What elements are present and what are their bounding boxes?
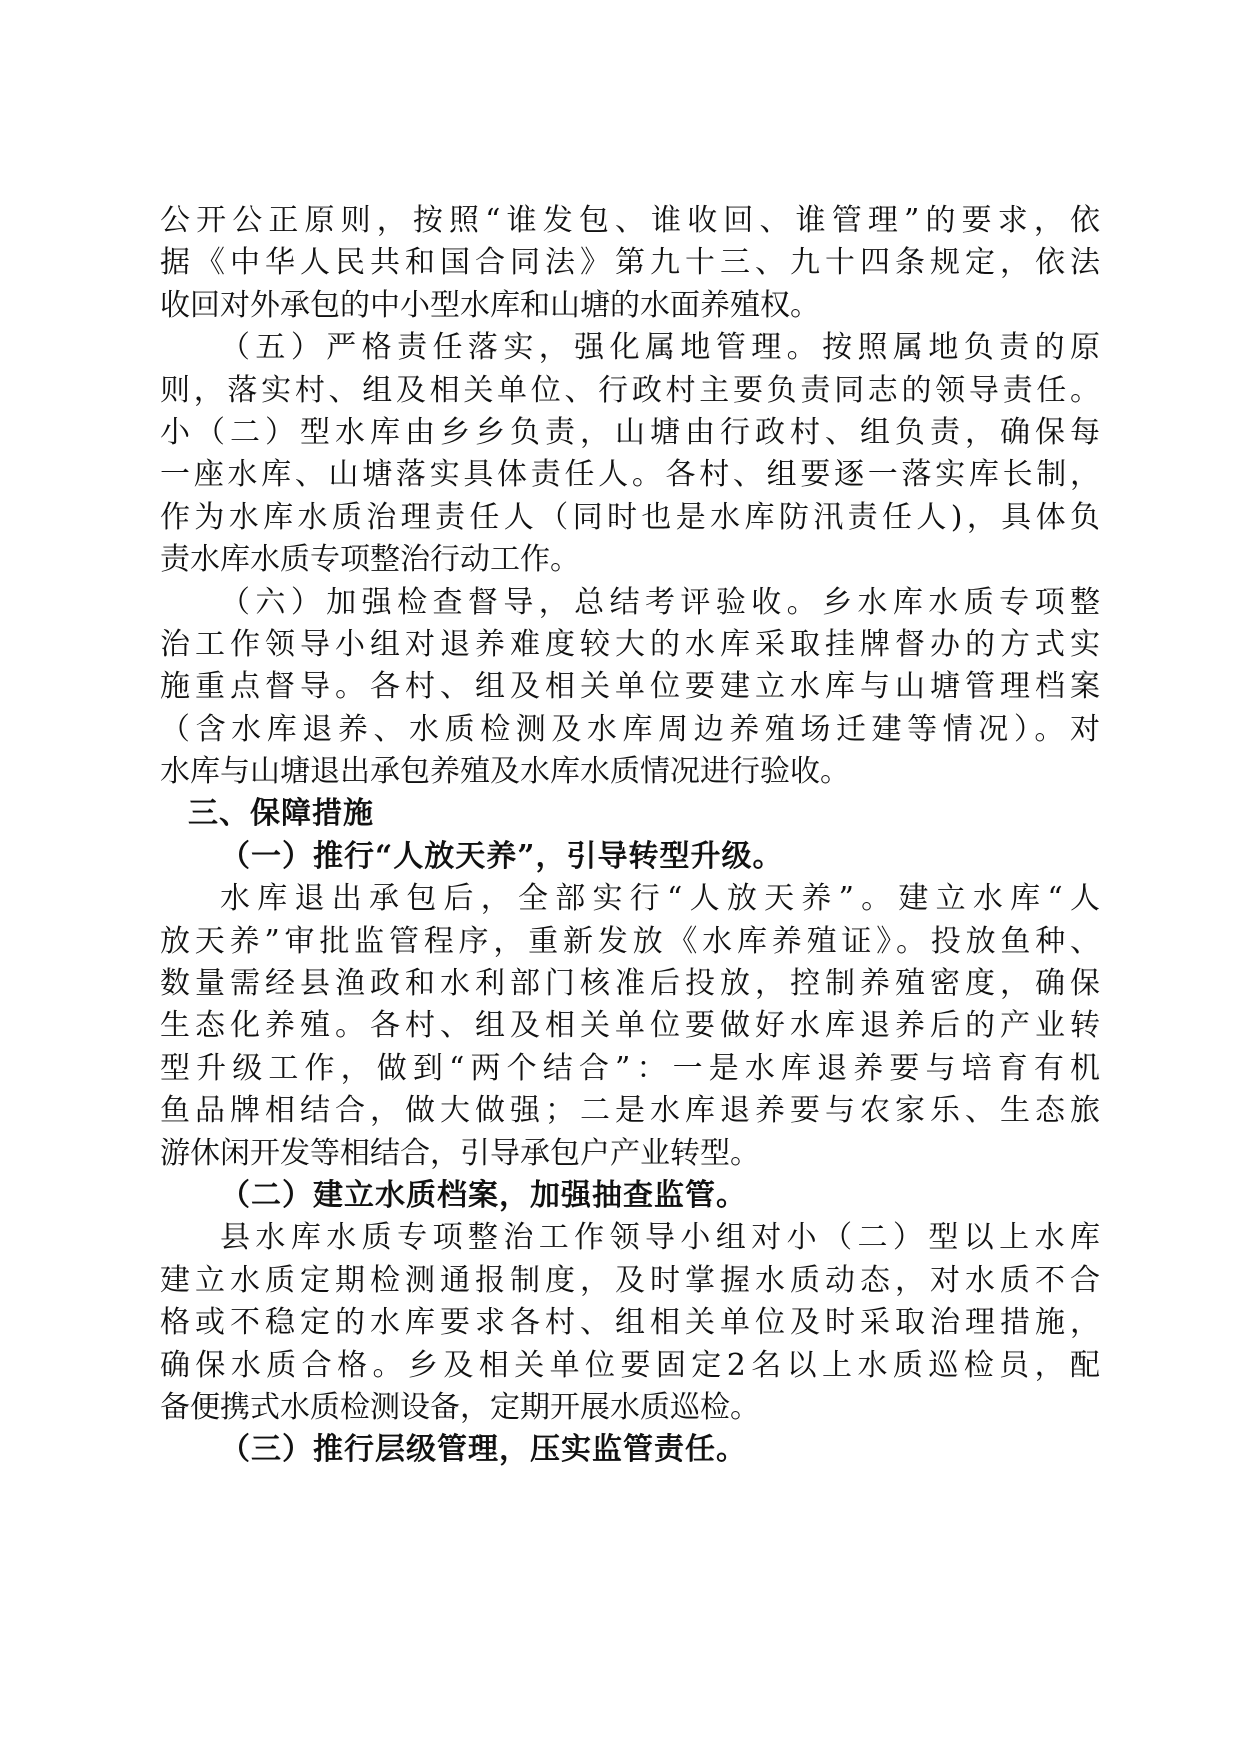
paragraph-line: 格或不稳定的水库要求各村、组相关单位及时采取治理措施， (160, 1305, 1100, 1341)
paragraph-line: 据《中华人民共和国合同法》第九十三、九十四条规定，依法 (160, 245, 1100, 281)
paragraph-line: 型升级工作，做到“两个结合”：一是水库退养要与培育有机 (160, 1050, 1100, 1086)
paragraph-line: 一座水库、山塘落实具体责任人。各村、组要逐一落实库长制， (160, 457, 1100, 493)
paragraph-last-line: 备便携式水质检测设备，定期开展水质巡检。 (160, 1389, 760, 1425)
paragraph-last-line: 水库与山塘退出承包养殖及水库水质情况进行验收。 (160, 754, 850, 790)
paragraph-first-line: （五）严格责任落实，强化属地管理。按照属地负责的原 (220, 330, 1100, 366)
paragraph-line: 小（二）型水库由乡乡负责，山塘由行政村、组负责，确保每 (160, 414, 1100, 450)
paragraph-last-line: 游休闲开发等相结合，引导承包户产业转型。 (160, 1135, 760, 1171)
paragraph-first-line: 县水库水质专项整治工作领导小组对小（二）型以上水库 (220, 1220, 1100, 1256)
paragraph-first-line: 水库退出承包后，全部实行“人放天养”。建立水库“人 (220, 881, 1100, 917)
paragraph-last-line: 收回对外承包的中小型水库和山塘的水面养殖权。 (160, 287, 820, 323)
paragraph-line: 建立水质定期检测通报制度，及时掌握水质动态，对水质不合 (160, 1262, 1100, 1298)
paragraph-line: 确保水质合格。乡及相关单位要固定2名以上水质巡检员，配 (160, 1347, 1100, 1383)
subsection-heading: （一）推行“人放天养”，引导转型升级。 (220, 838, 784, 874)
paragraph-line: 则，落实村、组及相关单位、行政村主要负责同志的领导责任。 (160, 372, 1100, 408)
paragraph-line: 放天养”审批监管程序，重新发放《水库养殖证》。投放鱼种、 (160, 923, 1100, 959)
paragraph-line: 数量需经县渔政和水利部门核准后投放，控制养殖密度，确保 (160, 966, 1100, 1002)
paragraph-line: 公开公正原则，按照“谁发包、谁收回、谁管理”的要求，依 (160, 203, 1100, 238)
section-heading: 三、保障措施 (188, 796, 374, 832)
paragraph-line: （含水库退养、水质检测及水库周边养殖场迁建等情况）。对 (160, 711, 1100, 747)
paragraph-line: 施重点督导。各村、组及相关单位要建立水库与山塘管理档案 (160, 669, 1100, 705)
document-body (160, 200, 1100, 1472)
paragraph-line: 生态化养殖。各村、组及相关单位要做好水库退养后的产业转 (160, 1008, 1100, 1044)
paragraph-line: 作为水库水质治理责任人（同时也是水库防汛责任人)，具体负 (160, 499, 1100, 535)
paragraph-first-line: （六）加强检查督导，总结考评验收。乡水库水质专项整 (220, 584, 1100, 620)
paragraph-last-line: 责水库水质专项整治行动工作。 (160, 542, 580, 578)
paragraph-line: 鱼品牌相结合，做大做强；二是水库退养要与农家乐、生态旅 (160, 1093, 1100, 1129)
subsection-heading: （二）建立水质档案，加强抽查监管。 (220, 1177, 747, 1213)
paragraph-line: 治工作领导小组对退养难度较大的水库采取挂牌督办的方式实 (160, 626, 1100, 662)
subsection-heading: （三）推行层级管理，压实监管责任。 (220, 1432, 747, 1468)
